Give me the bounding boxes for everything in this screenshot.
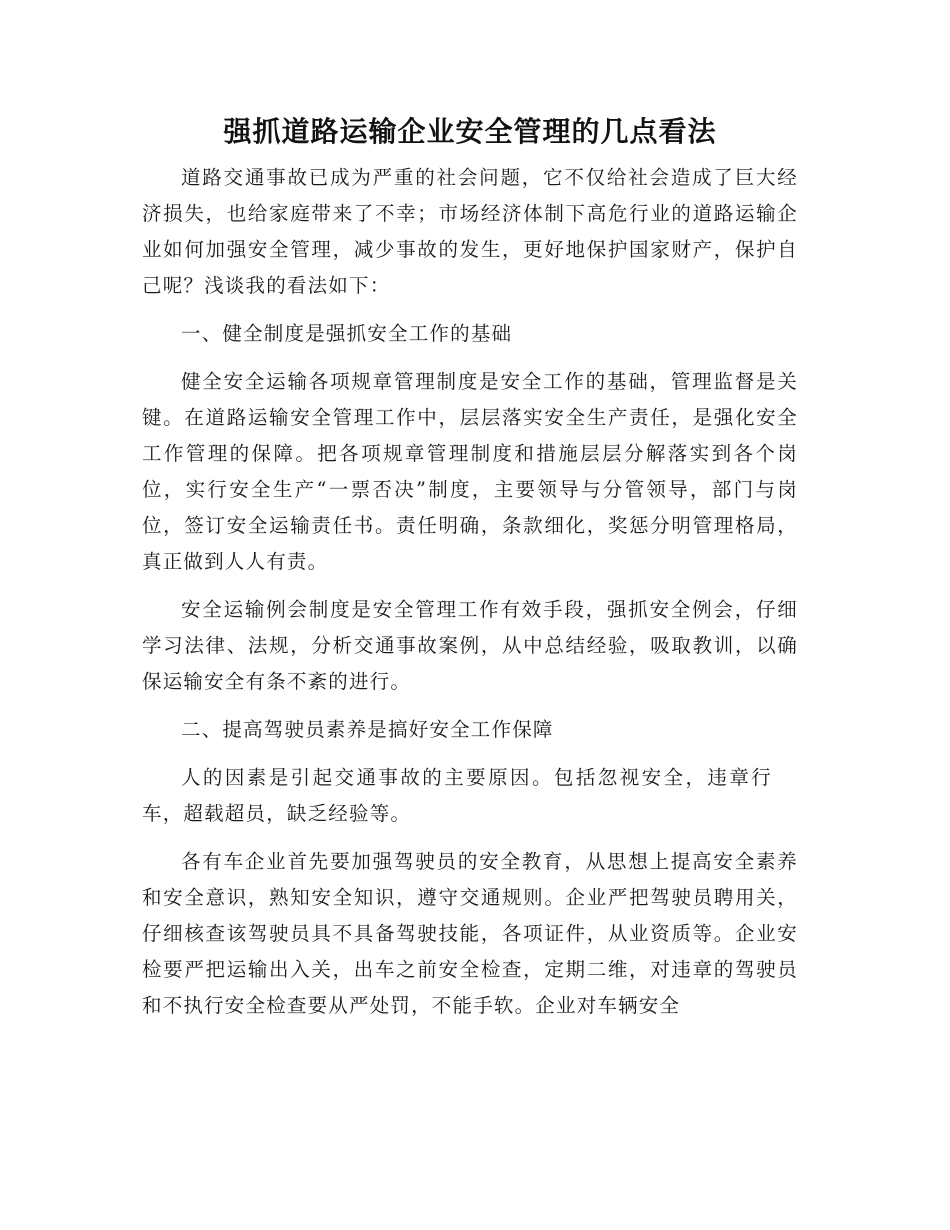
section-heading-1: 一、健全制度是强抓安全工作的基础 <box>181 322 513 345</box>
body-paragraph: 人的因素是引起交通事故的主要原因。包括忽视安全，违章行车，超载超员，缺乏经验等。 <box>142 766 772 825</box>
intro-paragraph: 道路交通事故已成为严重的社会问题，它不仅给社会造成了巨大经济损失，也给家庭带来了不幸；市场经济体制下高危行业的道路运输企业如何加强安全管理，减少事故的发生，更好地保护国家财产，保护自己呢？浅谈我的看法如下： <box>142 166 798 297</box>
document-body <box>142 112 798 1024</box>
body-paragraph: 各有车企业首先要加强驾驶员的安全教育，从思想上提高安全素养和安全意识，熟知安全知识，遵守交通规则。企业严把驾驶员聘用关，仔细核查该驾驶员具不具备驾驶技能，各项证件，从业资质等。企业安检要严把运输出入关，出车之前安全检查，定期二维，对违章的驾驶员和不执行安全检查要从严处罚，不能手软。企业对车辆安全 <box>142 850 798 1017</box>
section-heading-2: 二、提高驾驶员素养是搞好安全工作保障 <box>181 718 554 741</box>
document-title: 强抓道路运输企业安全管理的几点看法 <box>223 115 717 148</box>
body-paragraph: 安全运输例会制度是安全管理工作有效手段，强抓安全例会，仔细学习法律、法规，分析交通事故案例，从中总结经验，吸取教训，以确保运输安全有条不紊的进行。 <box>142 598 798 693</box>
body-paragraph: 健全安全运输各项规章管理制度是安全工作的基础，管理监督是关键。在道路运输安全管理工作中，层层落实安全生产责任，是强化安全工作管理的保障。把各项规章管理制度和措施层层分解落实到各个岗位，实行安全生产“一票否决”制度，主要领导与分管领导，部门与岗位，签订安全运输责任书。责任明确，条款细化，奖惩分明管理格局，真正做到人人有责。 <box>142 370 798 573</box>
